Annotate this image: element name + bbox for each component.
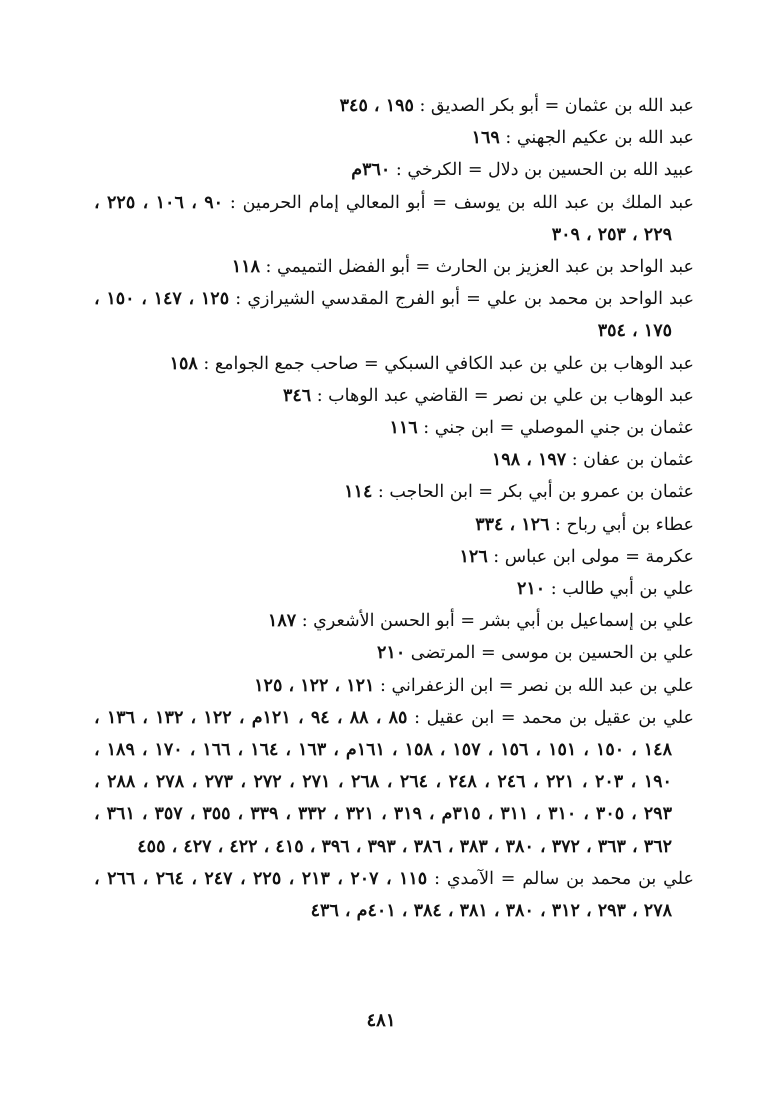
entry-name: علي بن محمد بن سالم = الآمدي : bbox=[427, 868, 694, 889]
index-entry bbox=[94, 122, 694, 154]
entry-pages: ٣٦٠م bbox=[351, 160, 391, 181]
entry-name: عكرمة = مولى ابن عباس : bbox=[487, 546, 694, 567]
entry-pages: ١٢٦ bbox=[459, 546, 488, 567]
entry-pages: ٨٥ ، ٨٨ ، ٩٤ ، ١٢١م ، ١٢٢ ، ١٣٢ ، ١٣٦ ، ١٤٨ ، ١٥٠ ، ١٥١ ، ١٥٦ ، ١٥٧ ، ١٥٨ ، ١٦١م ، ١٦٣ ، ١٦٤ ، ١٦٦ ، ١٧٠ ، ١٨٩ ، ١٩٠ ، ٢٠٣ ، ٢٢١ ، ٢٤٦ ، ٢٤٨ ، ٢٦٤ ، ٢٦٨ ، ٢٧١ ، ٢٧٢ ، ٢٧٣ ، ٢٧٨ ، ٢٨٨ ، ٢٩٣ ، ٣٠٥ ، ٣١٠ ، ٣١١ ، ٣١٥م ، ٣١٩ ، ٣٢١ ، ٣٣٢ ، ٣٣٩ ، ٣٥٥ ، ٣٥٧ ، ٣٦١ ، ٣٦٢ ، ٣٦٣ ، ٣٧٢ ، ٣٨٠ ، ٣٨٣ ، ٣٨٦ ، ٣٩٣ ، ٣٩٦ ، ٤١٥ ، ٤٢٢ ، ٤٢٧ ، ٤٥٥ bbox=[94, 707, 672, 857]
entry-name: عبد الوهاب بن علي بن نصر = القاضي عبد الوهاب : bbox=[311, 385, 694, 406]
entry-pages: ١٢٥ ، ١٤٧ ، ١٥٠ ، ١٧٥ ، ٣٥٤ bbox=[94, 289, 672, 342]
index-entry bbox=[94, 541, 694, 573]
entry-name: عطاء بن أبي رباح : bbox=[549, 514, 694, 535]
index-entry bbox=[94, 348, 694, 380]
index-entry bbox=[94, 702, 694, 863]
entry-name: عبيد الله بن الحسين بن دلال = الكرخي : bbox=[390, 160, 694, 181]
entry-pages: ١١٦ bbox=[389, 418, 418, 439]
index-entry bbox=[94, 509, 694, 541]
entry-pages: ٣٤٦ bbox=[282, 385, 312, 406]
entry-pages: ١٦٩ bbox=[471, 128, 500, 149]
entry-pages: ١١٤ bbox=[344, 482, 373, 503]
entry-name: عبد الواحد بن عبد العزيز بن الحارث = أبو الفضل التميمي : bbox=[259, 257, 694, 278]
entry-name: عبد الله بن عكيم الجهني : bbox=[499, 128, 694, 149]
entry-pages: ١٢١ ، ١٢٢ ، ١٢٥ bbox=[254, 675, 375, 696]
index-entry bbox=[94, 90, 694, 122]
index-entry bbox=[94, 444, 694, 476]
entry-name: علي بن عبد الله بن نصر = ابن الزعفراني : bbox=[374, 675, 694, 696]
entry-name: عبد الملك بن عبد الله بن يوسف = أبو المعالي إمام الحرمين : bbox=[223, 192, 694, 213]
entry-name: عبد الوهاب بن علي بن عبد الكافي السبكي = صاحب جمع الجوامع : bbox=[197, 353, 694, 374]
entry-pages: ٢١٠ bbox=[377, 643, 406, 664]
entry-name: عثمان بن جني الموصلي = ابن جني : bbox=[417, 418, 694, 439]
index-entry bbox=[94, 412, 694, 444]
index-entry bbox=[94, 283, 694, 347]
entry-name: علي بن الحسين بن موسى = المرتضى bbox=[405, 643, 694, 664]
entry-pages: ١٥٨ bbox=[169, 353, 198, 374]
entry-name: عثمان بن عمرو بن أبي بكر = ابن الحاجب : bbox=[372, 482, 694, 503]
index-entry bbox=[94, 605, 694, 637]
index-entry bbox=[94, 863, 694, 927]
index-entry bbox=[94, 251, 694, 283]
entry-name: عبد الواحد بن محمد بن علي = أبو الفرج المقدسي الشيرازي : bbox=[229, 289, 695, 310]
entry-pages: ١٩٧ ، ١٩٨ bbox=[491, 450, 567, 471]
index-entry bbox=[94, 573, 694, 605]
entry-name: علي بن إسماعيل بن أبي بشر = أبو الحسن الأشعري : bbox=[296, 611, 694, 632]
index-entry bbox=[94, 154, 694, 186]
entry-name: عبد الله بن عثمان = أبو بكر الصديق : bbox=[413, 96, 694, 116]
entry-pages: ٩٠ ، ١٠٦ ، ٢٢٥ ، ٢٢٩ ، ٢٥٣ ، ٣٠٩ bbox=[94, 192, 672, 245]
entry-pages: ١١٥ ، ٢٠٧ ، ٢١٣ ، ٢٢٥ ، ٢٤٧ ، ٢٦٤ ، ٢٦٦ ، ٢٧٨ ، ٢٩٣ ، ٣١٢ ، ٣٨٠ ، ٣٨١ ، ٣٨٤ ، ٤٠١م ، ٤٣٦ bbox=[94, 868, 672, 922]
entry-pages: ١٨٧ bbox=[267, 611, 297, 632]
entry-pages: ١١٨ bbox=[231, 257, 260, 278]
entry-pages: ١٩٥ ، ٣٤٥ bbox=[339, 96, 414, 116]
page-number: ٤٨١ bbox=[366, 1010, 396, 1031]
index-entry bbox=[94, 637, 694, 669]
index-entry bbox=[94, 670, 694, 702]
entry-name: علي بن عقيل بن محمد = ابن عقيل : bbox=[407, 707, 694, 728]
entry-name: عثمان بن عفان : bbox=[566, 450, 694, 471]
index-entry bbox=[94, 476, 694, 508]
name-index-list bbox=[94, 90, 694, 927]
index-entry bbox=[94, 187, 694, 251]
index-entry bbox=[94, 380, 694, 412]
entry-pages: ٢١٠ bbox=[516, 579, 546, 600]
entry-name: علي بن أبي طالب : bbox=[545, 579, 694, 600]
entry-pages: ١٢٦ ، ٣٣٤ bbox=[475, 514, 550, 535]
